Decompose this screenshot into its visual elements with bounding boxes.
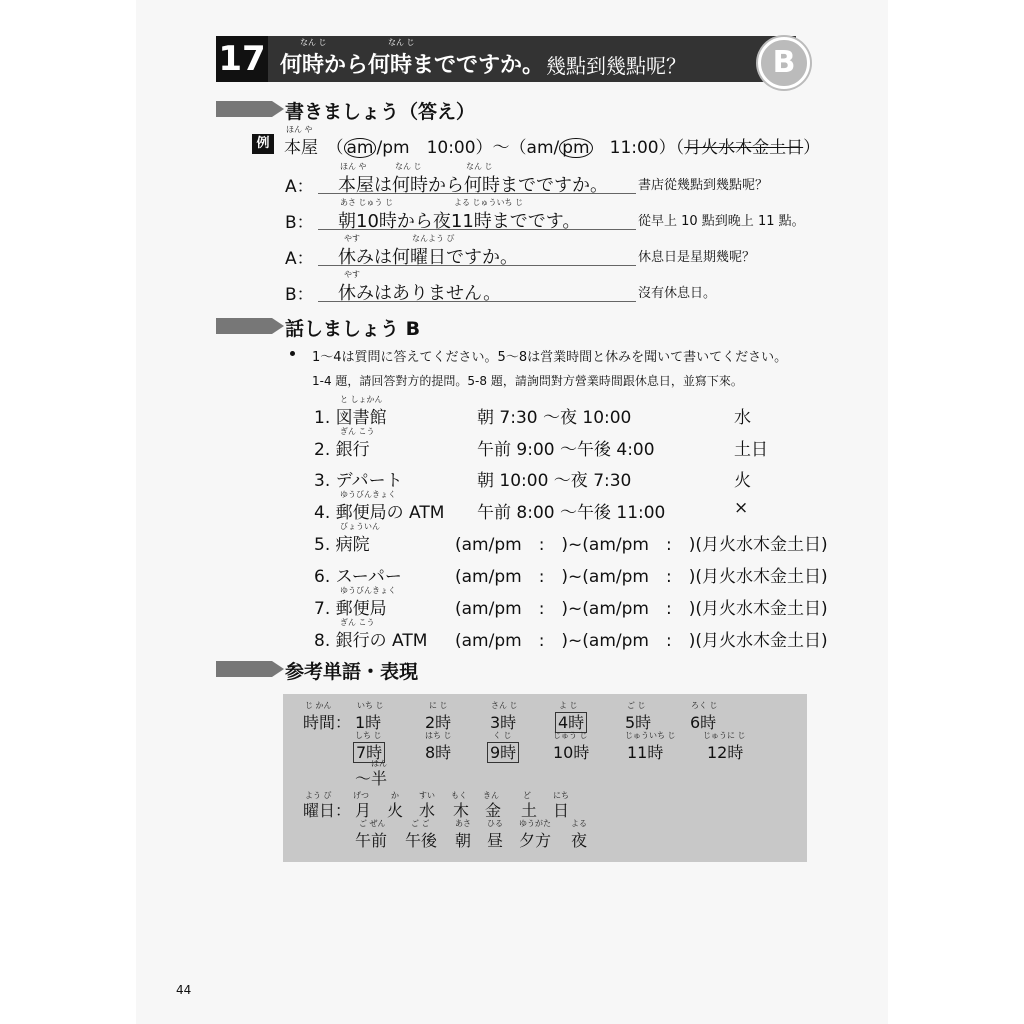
ruby: じ かん	[305, 701, 332, 710]
time-4-boxed: 4時	[555, 712, 587, 733]
time-3: 3時	[490, 713, 517, 732]
section-marker	[216, 318, 272, 334]
item-closed: 水	[734, 408, 751, 428]
ruby: びょういん	[340, 522, 380, 531]
ruby: じゅう じ	[553, 731, 588, 740]
item-label: 6. スーパー	[314, 567, 402, 587]
ruby: しち じ	[355, 731, 382, 740]
ruby: もく	[451, 791, 467, 800]
ruby: なん じ	[466, 162, 493, 171]
item-hours: 午前 9:00 ～午後 4:00	[477, 440, 655, 460]
ruby: に じ	[429, 701, 448, 710]
ruby: よる	[571, 819, 587, 828]
lesson-title-zh: 幾點到幾點呢？	[546, 54, 686, 78]
answer-underline	[318, 301, 636, 302]
page-number: 44	[176, 983, 192, 997]
section-marker	[216, 661, 272, 677]
period-evening: 夕方	[519, 831, 552, 850]
ruby: じゅういち じ	[625, 731, 676, 740]
am-circle: am	[344, 138, 377, 158]
time-12: 12時	[707, 743, 744, 762]
answer-underline	[318, 193, 636, 194]
instruction-jp: 1～4は質問に答えてください。5～8は営業時間と休みを聞いて書いてください。	[312, 350, 788, 365]
example-place: 本屋	[284, 138, 318, 158]
lesson-number: 17	[216, 36, 268, 82]
day-tue: 火	[387, 801, 404, 820]
vocab-box	[283, 694, 807, 862]
ruby: よる じゅういち じ	[454, 198, 524, 207]
speaker-a: A：	[285, 249, 314, 269]
day-sat: 土	[521, 801, 538, 820]
ruby: ゆうびんきょく	[340, 586, 396, 595]
time-4	[555, 710, 587, 733]
time-label: 時間：	[303, 713, 352, 732]
item-label: 7. 郵便局	[314, 599, 387, 619]
ruby: あさ	[455, 819, 471, 828]
translation: 沒有休息日。	[638, 286, 717, 301]
speaker-b: B：	[285, 213, 314, 233]
ruby: ゆうがた	[519, 819, 551, 828]
period-noon: 昼	[487, 831, 504, 850]
translation: 休息日是星期幾呢？	[638, 250, 756, 265]
ruby: やす	[344, 270, 360, 279]
time-8: 8時	[425, 743, 452, 762]
period-night: 夜	[571, 831, 588, 850]
time-2: 2時	[425, 713, 452, 732]
example-days: 月火水木金土日	[684, 138, 804, 158]
bullet-dot	[290, 351, 295, 356]
ruby: はん	[371, 759, 387, 768]
item-form: (am/pm : )~(am/pm : )(月火水木金土日)	[455, 631, 828, 651]
translation: 書店從幾點到幾點呢？	[638, 178, 769, 193]
speaker-b: B：	[285, 285, 314, 305]
ruby: さん じ	[491, 701, 518, 710]
ruby: ご ぜん	[359, 819, 386, 828]
han-half: ～半	[355, 769, 388, 788]
time-6: 6時	[690, 713, 717, 732]
ruby: か	[391, 791, 399, 800]
ruby: ぎん こう	[340, 427, 375, 436]
item-form: (am/pm : )~(am/pm : )(月火水木金土日)	[455, 599, 828, 619]
item-label: 5. 病院	[314, 535, 370, 555]
item-hours: 朝 7:30 ～夜 10:00	[477, 408, 632, 428]
item-hours: 朝 10:00 ～夜 7:30	[477, 471, 632, 491]
time-7-boxed: 7時	[353, 742, 385, 763]
section-marker	[216, 101, 272, 117]
ruby: じゅうに じ	[703, 731, 746, 740]
answer-underline	[318, 229, 636, 230]
answer-underline	[318, 265, 636, 266]
section-title-writing: 書きましょう（答え）	[285, 101, 476, 123]
item-label: 2. 銀行	[314, 440, 370, 460]
ruby: よう び	[305, 791, 332, 800]
day-wed: 水	[419, 801, 436, 820]
time-5: 5時	[625, 713, 652, 732]
ruby: ろく じ	[691, 701, 718, 710]
time-1: 1時	[355, 713, 382, 732]
item-label: 3. デパート	[314, 471, 403, 491]
item-closed: ×	[734, 498, 749, 518]
section-title-speaking: 話しましょう B	[285, 318, 421, 340]
translation: 從早上 10 點到晚上 11 點。	[638, 214, 805, 229]
item-form: (am/pm : )~(am/pm : )(月火水木金土日)	[455, 535, 828, 555]
instruction-zh: 1-4 題，請回答對方的提問。5-8 題，請詢問對方營業時間跟休息日，並寫下來。	[312, 374, 743, 388]
ruby: なん じ	[300, 38, 327, 47]
time-10: 10時	[553, 743, 590, 762]
ruby: なん じ	[388, 38, 415, 47]
ruby: げつ	[353, 791, 369, 800]
ruby: ひる	[487, 819, 503, 828]
answer-line: 休みは何曜日ですか。	[338, 247, 518, 268]
period-morning: 朝	[455, 831, 472, 850]
ruby: にち	[553, 791, 569, 800]
pm-circle: pm	[559, 138, 592, 158]
time-9	[487, 740, 519, 763]
ruby: ほん や	[286, 125, 313, 134]
time-11: 11時	[627, 743, 664, 762]
answer-line: 休みはありません。	[338, 283, 502, 304]
item-form: (am/pm : )~(am/pm : )(月火水木金土日)	[455, 567, 828, 587]
item-closed: 火	[734, 471, 751, 491]
ruby: よ じ	[559, 701, 578, 710]
ruby: なんよう び	[412, 234, 455, 243]
level-badge: B	[758, 37, 810, 89]
example-marker: 例	[252, 134, 274, 154]
answer-line: 本屋は何時から何時までですか。	[338, 175, 608, 196]
item-label: 4. 郵便局の ATM	[314, 503, 445, 523]
example-line: 本屋 （ am /pm 10:00）～（am/ pm 11:00）（月火水木金土日）	[284, 138, 821, 158]
lesson-banner	[216, 36, 796, 82]
answer-line: 朝10時から夜11時までです。	[338, 211, 581, 232]
ruby: ゆうびんきょく	[340, 490, 396, 499]
ruby: ほん や	[340, 162, 367, 171]
day-mon: 月	[355, 801, 372, 820]
ruby: く じ	[493, 731, 512, 740]
lesson-title-jp: 何時から何時までですか。	[280, 53, 545, 78]
period-am: 午前	[355, 831, 388, 850]
ruby: きん	[483, 791, 499, 800]
ruby: すい	[419, 791, 435, 800]
item-hours: 午前 8:00 ～午後 11:00	[477, 503, 666, 523]
ruby: あさ じゅう じ	[340, 198, 394, 207]
speaker-a: A：	[285, 177, 314, 197]
ruby: ぎん こう	[340, 618, 375, 627]
item-label: 8. 銀行の ATM	[314, 631, 428, 651]
day-fri: 金	[485, 801, 502, 820]
example-time1: /pm 10:00）～（am/	[376, 138, 560, 158]
ruby: ご じ	[627, 701, 646, 710]
ruby: いち じ	[357, 701, 384, 710]
item-label: 1. 図書館	[314, 408, 387, 428]
section-title-vocab: 参考単語・表現	[285, 661, 419, 683]
example-time2: 11:00）（	[592, 138, 685, 158]
day-sun: 日	[553, 801, 570, 820]
day-label: 曜日：	[303, 801, 352, 820]
ruby: ご ご	[411, 819, 430, 828]
ruby: と しょかん	[340, 395, 383, 404]
time-9-boxed: 9時	[487, 742, 519, 763]
item-closed: 土日	[734, 440, 768, 460]
ruby: やす	[344, 234, 360, 243]
period-pm: 午後	[405, 831, 438, 850]
ruby: なん じ	[395, 162, 422, 171]
day-thu: 木	[453, 801, 470, 820]
ruby: ど	[523, 791, 531, 800]
ruby: はち じ	[425, 731, 452, 740]
